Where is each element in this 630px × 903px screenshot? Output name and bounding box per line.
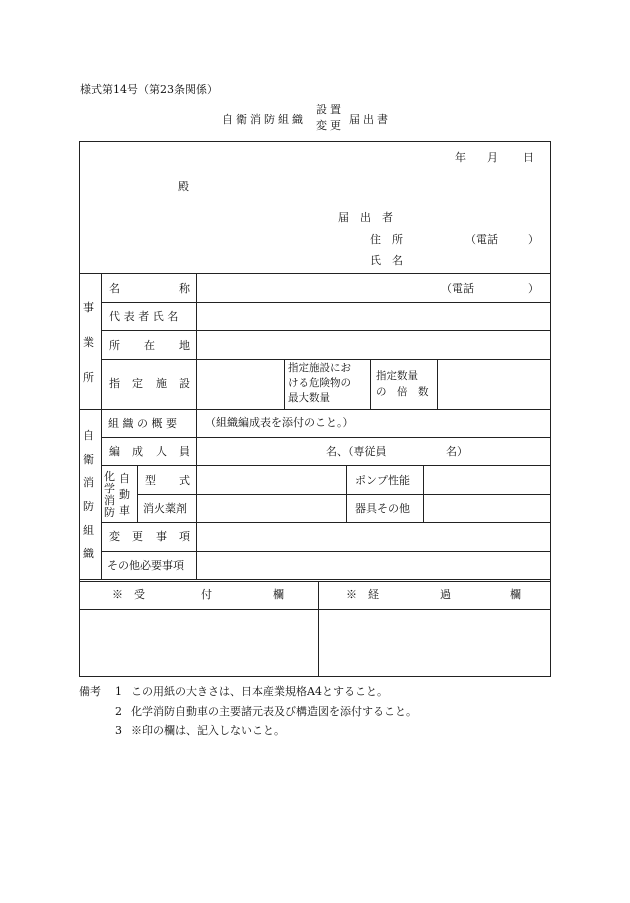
phone-close: ） <box>528 233 539 246</box>
name-row-phone-close: ） <box>528 282 539 295</box>
date-day: 日 <box>523 151 534 164</box>
equipment-other-label: 器具その他 <box>355 502 410 515</box>
org-overview-label: 組 織 の 概 要 <box>108 417 177 430</box>
title-prefix: 自衛消防組織 <box>222 113 306 126</box>
representative-label: 代表者氏名 <box>109 310 182 323</box>
note-number: 1 <box>115 685 122 698</box>
note-number: 2 <box>115 705 122 718</box>
name-row-phone: （電話 <box>441 282 474 295</box>
other-items-label: その他必要事項 <box>107 559 184 572</box>
title-option-change: 変更 <box>316 119 344 132</box>
form-number: 様式第14号（第23条関係） <box>80 83 218 96</box>
org-overview-note: （組織編成表を添付のこと。） <box>205 416 354 429</box>
note-text: この用紙の大きさは、日本産業規格A4とすること。 <box>131 685 388 698</box>
addressee-suffix: 殿 <box>178 180 189 193</box>
title-option-establish: 設置 <box>316 103 344 116</box>
pump-performance-label: ポンプ性能 <box>355 474 410 487</box>
address-label: 住 所 <box>370 233 403 246</box>
extinguishing-agent-label: 消火薬剤 <box>143 502 187 515</box>
note-text: 化学消防自動車の主要諸元表及び構造図を添付すること。 <box>131 705 417 718</box>
note-text: ※印の欄は、記入しないこと。 <box>131 724 285 737</box>
members-close: 名） <box>446 445 468 458</box>
phone-label: （電話 <box>465 233 498 246</box>
name-label: 氏 名 <box>370 254 403 267</box>
notes-head: 備考 <box>79 685 101 698</box>
title-suffix: 届出書 <box>349 113 391 126</box>
notifier-label: 届 出 者 <box>338 211 393 224</box>
date-month: 月 <box>487 151 498 164</box>
date-year: 年 <box>455 151 466 164</box>
members-value-suffix: 名、（専従員 <box>326 445 387 458</box>
note-number: 3 <box>115 724 122 737</box>
